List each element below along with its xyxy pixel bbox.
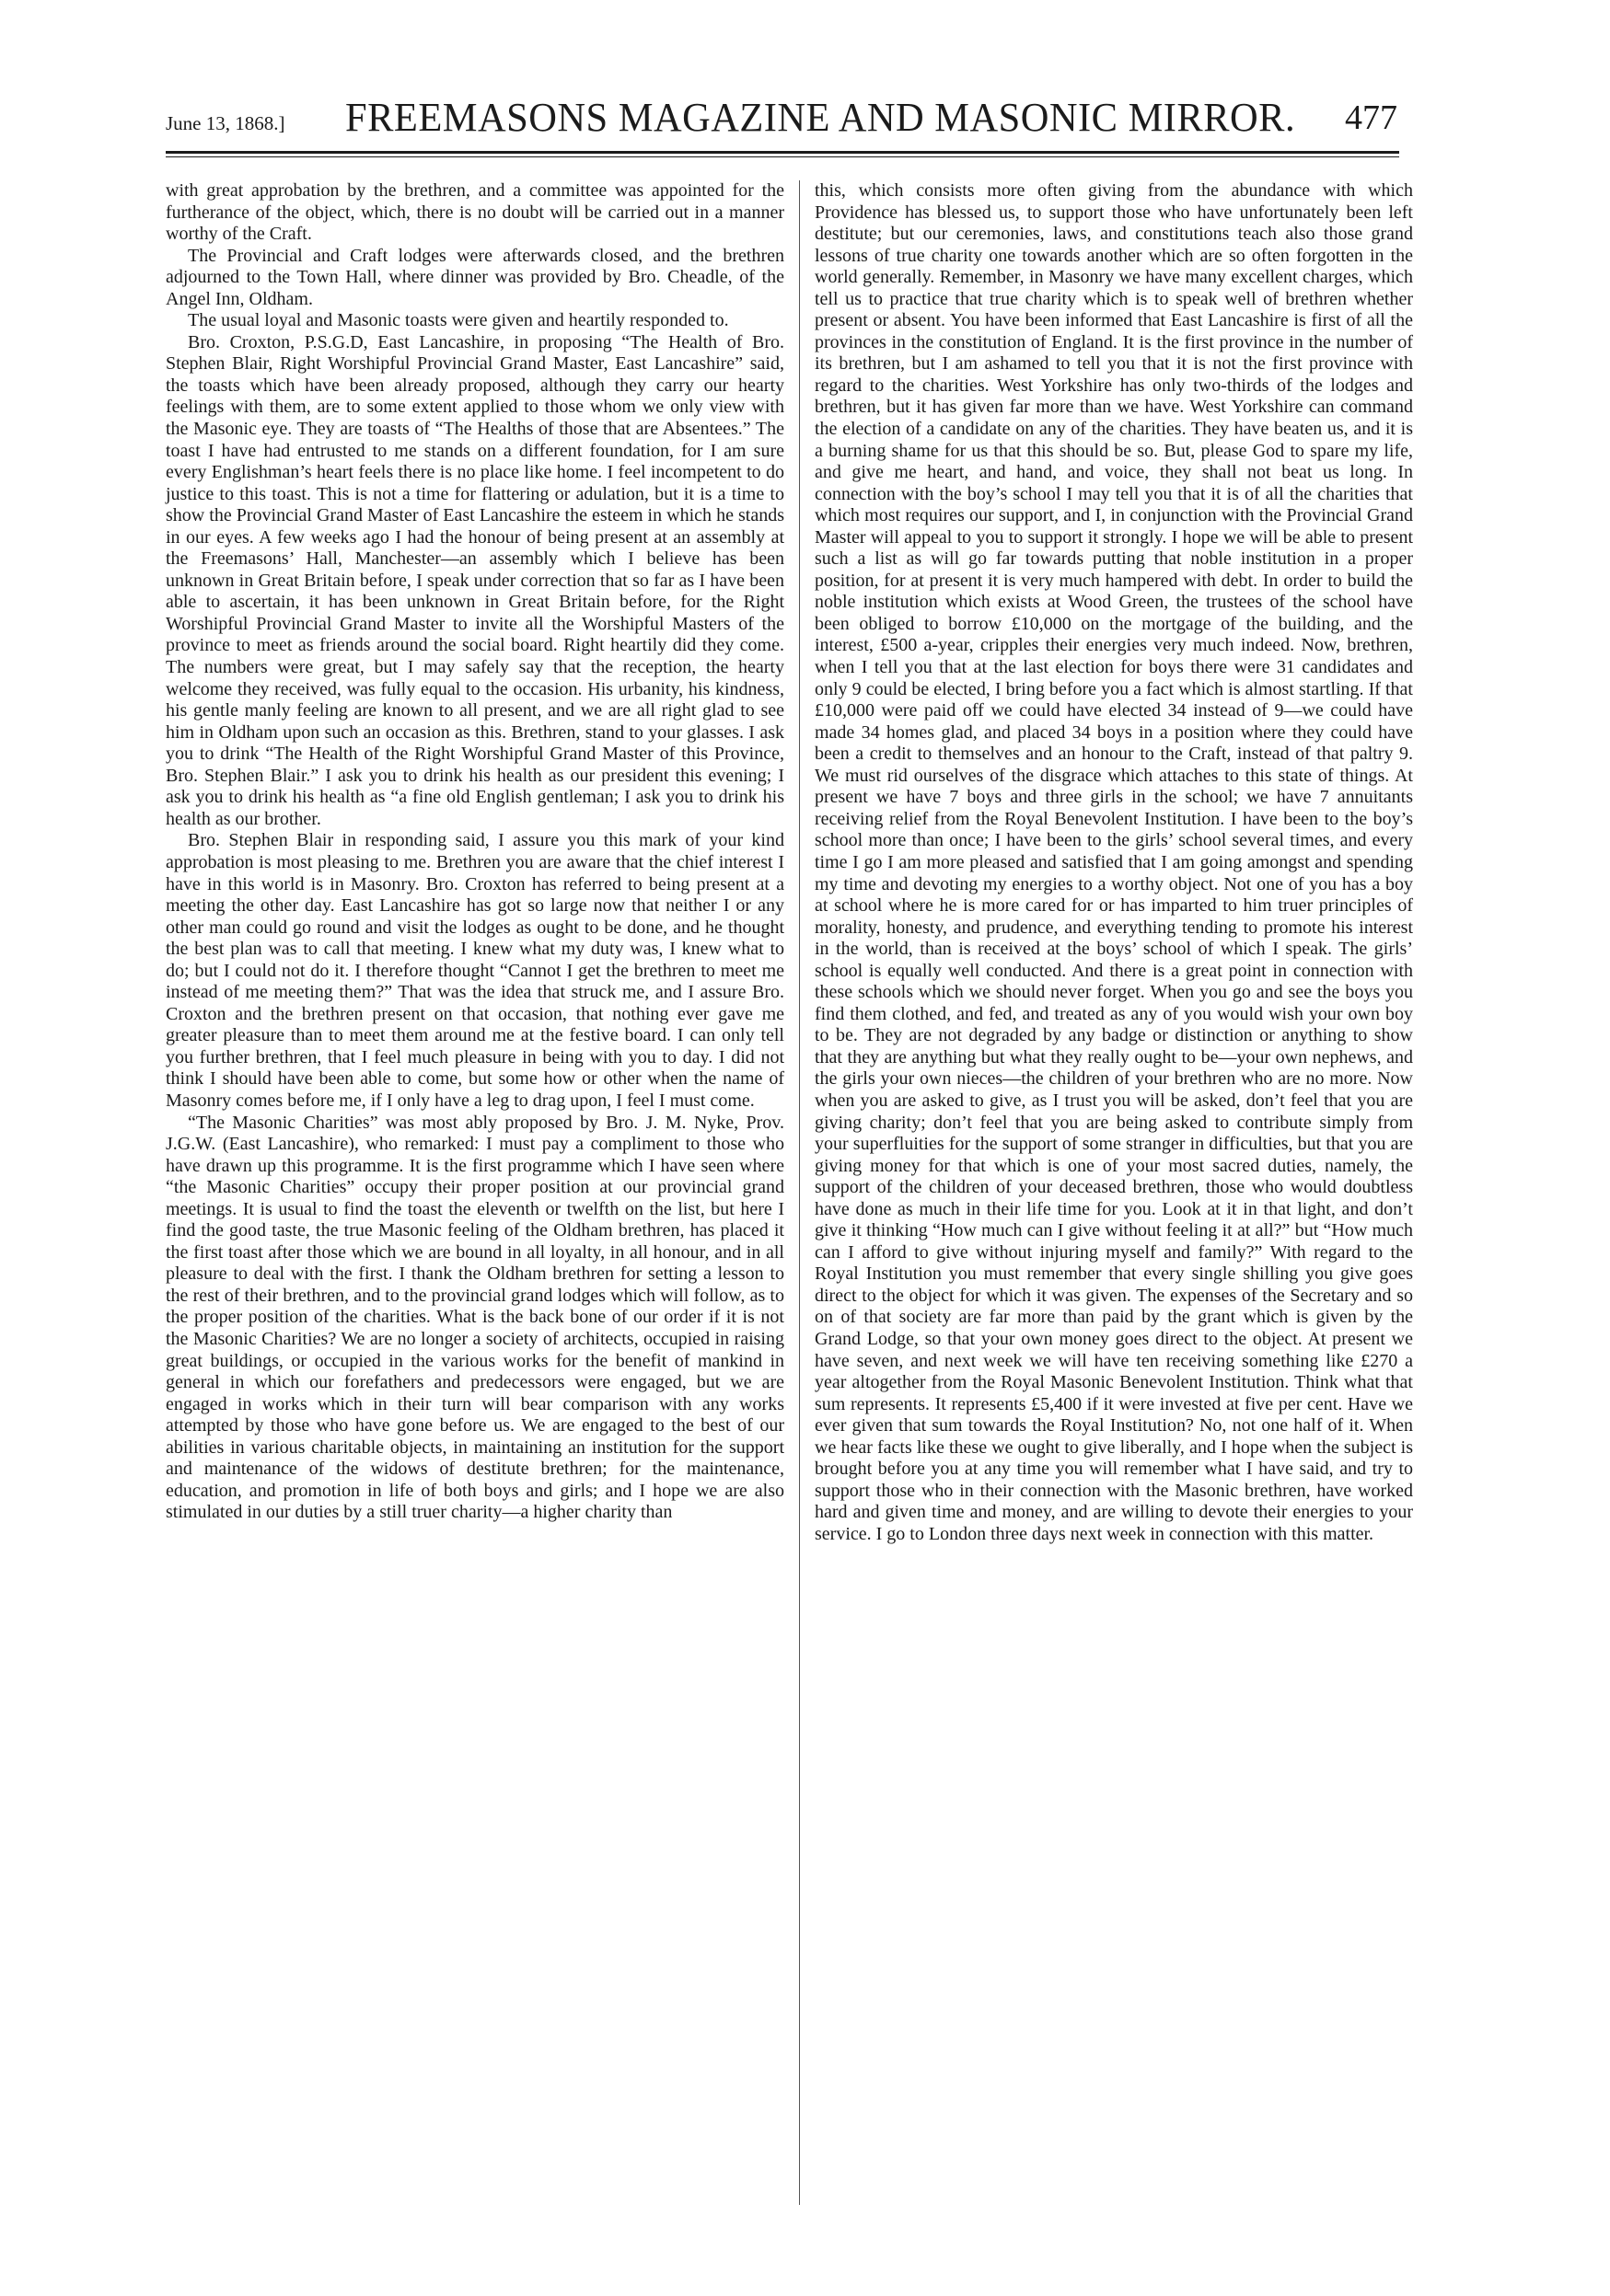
magazine-title: FREEMASONS MAGAZINE AND MASONIC MIRROR. [345, 95, 1296, 140]
right-column [815, 180, 1413, 1545]
page-number: 477 [1345, 98, 1397, 137]
header-rule-thin [166, 156, 1399, 157]
paragraph: with great approbation by the brethren, and a committee was appointed for the furtherance of the object, which, there is no doubt will be carried out in a manner worthy of the Craft. [166, 180, 784, 245]
paragraph: this, which consists more often giving from the abundance with which Providence has blessed us, to support those who have unfortunately been left destitute; but our ceremonies, laws, and constitutions teach also those grand lessons of true charity one towards another which are so often forgotten in the world generally. Remember, in Masonry we have many excellent charges, which tell us to practice that true charity which is to speak well of brethren whether present or absent. You have been informed that East Lancashire is first of all the provinces in the constitution of England. It is the first province in the number of its brethren, but I am ashamed to tell you that it is not the first province with regard to the charities. West Yorkshire has only two-thirds of the lodges and brethren, but it has given far more than we have. West Yorkshire can command the election of a candidate on any of the charities. They have beaten us, and it is a burning shame for us that this should be so. But, please God to spare my life, and give me heart, and hand, and voice, they shall not beat us long. In connection with the boy’s school I may tell you that it is of all the charities that which most requires our support, and I, in conjunction with the Provincial Grand Master will appeal to you to support it strongly. I hope we will be able to present such a list as will go far towards putting that noble institution in a proper position, for at present it is very much hampered with debt. In order to build the noble institution which exists at Wood Green, the trustees of the school have been obliged to borrow £10,000 on the mortgage of the building, and the interest, £500 a-year, cripples their energies very much indeed. Now, brethren, when I tell you that at the last election for boys there were 31 candidates and only 9 could be elected, I bring before you a fact which is almost startling. If that £10,000 were paid off we could have elected 34 instead of 9—we could have made 34 homes glad, and placed 34 boys in a position where they could have been a credit to themselves and an honour to the Craft, instead of that paltry 9. We must rid ourselves of the disgrace which attaches to this state of things. At present we have 7 boys and three girls in the school; we have 7 annuitants receiving relief from the Royal Benevolent Institution. I have been to the boy’s school more than once; I have been to the girls’ school several times, and every time I go I am more pleased and satisfied that I am going amongst and spending my time and devoting my energies to a worthy object. Not one of you has a boy at school where he is more cared for or has imparted to him truer principles of morality, honesty, and prudence, and everything tending to promote his interest in the world, than is received at the boys’ school of which I speak. The girls’ school is equally well conducted. And there is a great point in connection with these schools which we should never forget. When you go and see the boys you find them clothed, and fed, and treated as any of you would wish your own boy to be. They are not degraded by any badge or distinction or anything to show that they are anything but what they really ought to be—your own nephews, and the girls your own nieces—the children of your brethren who are no more. Now when you are asked to give, as I trust you will be asked, don’t feel that you are giving charity; don’t feel that you are being asked to contribute simply from your superfluities for the support of some stranger in difficulties, but that you are giving money for that which is one of your most sacred duties, namely, the support of the children of your deceased brethren, those who would doubtless have done as much in their life time for you. Look at it in that light, and don’t give it thinking “How much can I give without feeling it at all?” but “How much can I afford to give without injuring myself and family?” With regard to the Royal Institution you must remember that every single shilling you give goes direct to the object for which it was given. The expenses of the Secretary and so on of that society are far more than paid by the grant which is given by the Grand Lodge, so that your own money goes direct to the object. At present we have seven, and next week we will have ten receiving something like £270 a year altogether from the Royal Masonic Benevolent Institution. Think what that sum represents. It represents £5,400 if it were invested at five per cent. Have we ever given that sum towards the Royal Institution? No, not one half of it. When we hear facts like these we ought to give liberally, and I hope when the subject is brought before you at any time you will remember what I have said, and try to support those who in their connection with the Masonic brethren, have worked hard and given time and money, and are willing to devote their energies to your service. I go to London three days next week in connection with this matter. [815, 180, 1413, 1544]
paragraph: The Provincial and Craft lodges were afterwards closed, and the brethren adjourned to the Town Hall, where dinner was provided by Bro. Cheadle, of the Angel Inn, Oldham. [166, 245, 784, 309]
left-column [166, 180, 784, 1524]
issue-date: June 13, 1868.] [166, 112, 285, 134]
page-header [166, 92, 1399, 145]
magazine-page [166, 92, 1418, 2209]
column-divider [799, 180, 800, 2205]
header-rule-thick [166, 151, 1399, 154]
paragraph: The usual loyal and Masonic toasts were given and heartily responded to. [188, 310, 729, 331]
paragraph: Bro. Croxton, P.S.G.D, East Lancashire, in proposing “The Health of Bro. Stephen Blair, Right Worshipful Provincial Grand Master, East Lancashire” said, the toasts which have been already proposed, although they carry our hearty feelings with them, are to some extent applied to those whom we only view with the Masonic eye. They are toasts of “The Healths of those that are Absentees.” The toast I have had entrusted to me stands on a different foundation, for I am sure every Englishman’s heart feels there is no place like home. I feel incompetent to do justice to this toast. This is not a time for flattering or adulation, but it is a time to show the Provincial Grand Master of East Lancashire the esteem in which he stands in our eyes. A few weeks ago I had the honour of being present at an assembly at the Freemasons’ Hall, Manchester—an assembly which I believe has been unknown in Great Britain before, I speak under correction that so far as I have been able to ascertain, it has been unknown in Great Britain before, for the Right Worshipful Provincial Grand Master to invite all the Worshipful Masters of the province to meet as friends around the social board. Right heartily did they come. The numbers were great, but I may safely say that the reception, the hearty welcome they received, was fully equal to the occasion. His urbanity, his kindness, his gentle manly feeling are known to all present, and we are all right glad to see him in Oldham upon such an occasion as this. Brethren, stand to your glasses. I ask you to drink “The Health of the Right Worshipful Grand Master of this Province, Bro. Stephen Blair.” I ask you to drink his health as our president this evening; I ask you to drink his health as “a fine old English gentleman; I ask you to drink his health as our brother. [166, 331, 784, 829]
paragraph: Bro. Stephen Blair in responding said, I assure you this mark of your kind approbation is most pleasing to me. Brethren you are aware that the chief interest I have in this world is in Masonry. Bro. Croxton has referred to being present at a meeting the other day. East Lancashire has got so large now that neither I or any other man could go round and visit the lodges as ought to be done, and he thought the best plan was to call that meeting. I knew what my duty was, I knew what to do; but I could not do it. I therefore thought “Cannot I get the brethren to meet me instead of me meeting them?” That was the idea that struck me, and I assure Bro. Croxton and the brethren present on that occasion, that nothing ever gave me greater pleasure than to meet them around me at the festive board. I can only tell you further brethren, that I feel much pleasure in being with you to day. I did not think I should have been able to come, but some how or other when the name of Masonry comes before me, if I only have a leg to drag upon, I feel I must come. [166, 830, 784, 1111]
paragraph: “The Masonic Charities” was most ably proposed by Bro. J. M. Nyke, Prov. J.G.W. (East Lancashire), who remarked: I must pay a compliment to those who have drawn up this programme. It is the first programme which I have seen where “the Masonic Charities” occupy their proper position at our provincial grand meetings. It is usual to find the toast the eleventh or twelfth on the list, but here I find the good taste, the true Masonic feeling of the Oldham brethren, has placed it the first toast after those which we are bound in all loyalty, in all honour, and in all pleasure to deal with the first. I thank the Oldham brethren for setting a lesson to the rest of their brethren, and to the provincial grand lodges which will follow, as to the proper position of the charities. What is the back bone of our order if it is not the Masonic Charities? We are no longer a society of architects, occupied in raising great buildings, or occupied in the various works for the benefit of mankind in general in which our forefathers and predecessors were engaged, but we are engaged in works which in their turn will bear comparison with any works attempted by those who have gone before us. We are engaged to the best of our abilities in various charitable objects, in maintaining an institution for the support and maintenance of the widows of destitute brethren; for the maintenance, education, and promotion in life of both boys and girls; and I hope we are also stimulated in our duties by a still truer charity—a higher charity than [166, 1112, 784, 1523]
